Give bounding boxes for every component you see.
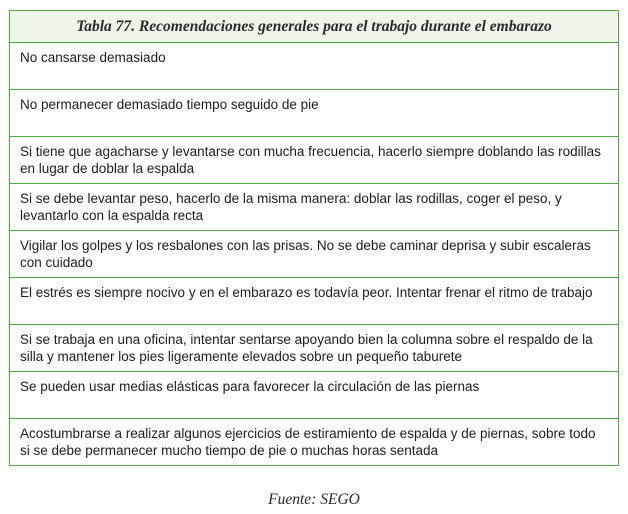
table-row	[10, 231, 619, 278]
recommendations-table	[9, 10, 619, 466]
table-cell: Si se debe levantar peso, hacerlo de la misma manera: doblar las rodillas, coger el peso, y levantarlo con la espalda recta	[10, 184, 619, 231]
table-row	[10, 325, 619, 372]
table-cell: No cansarse demasiado	[10, 43, 619, 90]
table-header-row	[10, 11, 619, 43]
table-cell: Si tiene que agacharse y levantarse con mucha frecuencia, hacerlo siempre doblando las rodillas en lugar de doblar la espalda	[10, 137, 619, 184]
table-cell: Acostumbrarse a realizar algunos ejercicios de estiramiento de espalda y de piernas, sobre todo si se debe permanecer mucho tiempo de pie o muchas horas sentada	[10, 419, 619, 466]
table-cell: Si se trabaja en una oficina, intentar sentarse apoyando bien la columna sobre el respaldo de la silla y mantener los pies ligeramente elevados sobre un pequeño taburete	[10, 325, 619, 372]
table-cell: El estrés es siempre nocivo y en el embarazo es todavía peor. Intentar frenar el ritmo de trabajo	[10, 278, 619, 325]
table-row	[10, 419, 619, 466]
table-row	[10, 372, 619, 419]
table-row	[10, 184, 619, 231]
table-row	[10, 90, 619, 137]
table-row	[10, 137, 619, 184]
table-row	[10, 43, 619, 90]
table-title: Tabla 77. Recomendaciones generales para el trabajo durante el embarazo	[10, 11, 619, 43]
table-cell: Se pueden usar medias elásticas para favorecer la circulación de las piernas	[10, 372, 619, 419]
source-caption: Fuente: SEGO	[268, 491, 360, 508]
table-row	[10, 278, 619, 325]
table-cell: Vigilar los golpes y los resbalones con las prisas. No se debe caminar deprisa y subir escaleras con cuidado	[10, 231, 619, 278]
table-cell: No permanecer demasiado tiempo seguido de pie	[10, 90, 619, 137]
